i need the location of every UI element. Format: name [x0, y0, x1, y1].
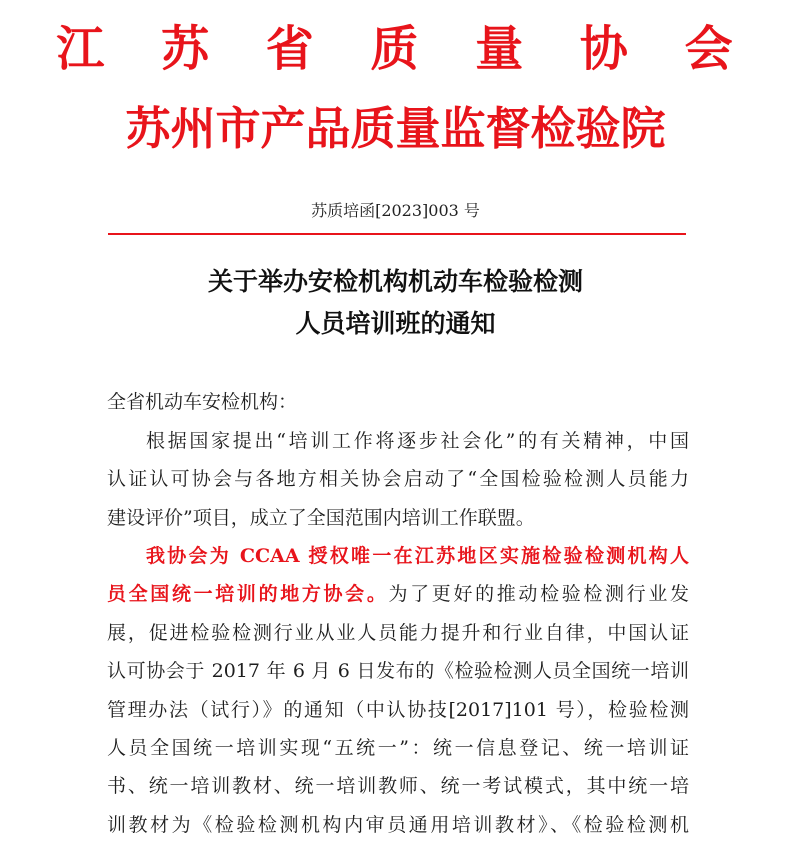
paragraph-2-line-7: 书、统一培训教材、统一培训教师、统一考试模式，其中统一培 — [107, 775, 689, 797]
paragraph-2-line-2-rest: 为了更好的推动检验检测行业发 — [388, 583, 689, 605]
paragraph-1-line-3: 建设评价”项目，成立了全国范围内培训工作联盟。 — [107, 507, 535, 529]
issuer-name-secondary: 苏州市产品质量监督检验院 — [125, 102, 666, 155]
paragraph-2-highlight-line-1: 我协会为 CCAA 授权唯一在江苏地区实施检验检测机构人 — [146, 545, 689, 567]
document-title-line-1: 关于举办安检机构机动车检验检测 — [207, 267, 583, 296]
issuer-name-primary: 江 苏 省 质 量 协 会 — [56, 21, 753, 77]
paragraph-2-line-2 — [107, 581, 689, 607]
salutation: 全省机动车安检机构： — [107, 391, 298, 413]
paragraph-1-line-2: 认证认可协会与各地方相关协会启动了“全国检验检测人员能力 — [107, 468, 689, 490]
paragraph-2-highlight-line-2: 员全国统一培训的地方协会。 — [107, 583, 389, 605]
paragraph-2-line-6: 人员全国统一培训实现“五统一”：统一信息登记、统一培训证 — [107, 737, 689, 759]
red-divider-line — [108, 233, 686, 235]
paragraph-2-line-8: 训教材为《检验检测机构内审员通用培训教材》、《检验检测机 — [107, 814, 689, 836]
document-number: 苏质培函[2023]003 号 — [311, 201, 480, 220]
paragraph-1-line-1: 根据国家提出“培训工作将逐步社会化”的有关精神，中国 — [146, 430, 689, 452]
paragraph-2-line-5: 管理办法（试行）》的通知（中认协技[2017]101 号），检验检测 — [107, 699, 689, 721]
document-title-line-2: 人员培训班的通知 — [295, 309, 496, 338]
paragraph-2-line-4: 认可协会于 2017 年 6 月 6 日发布的《检验检测人员全国统一培训 — [107, 660, 689, 682]
paragraph-2-line-3: 展，促进检验检测行业从业人员能力提升和行业自律，中国认证 — [107, 622, 689, 644]
